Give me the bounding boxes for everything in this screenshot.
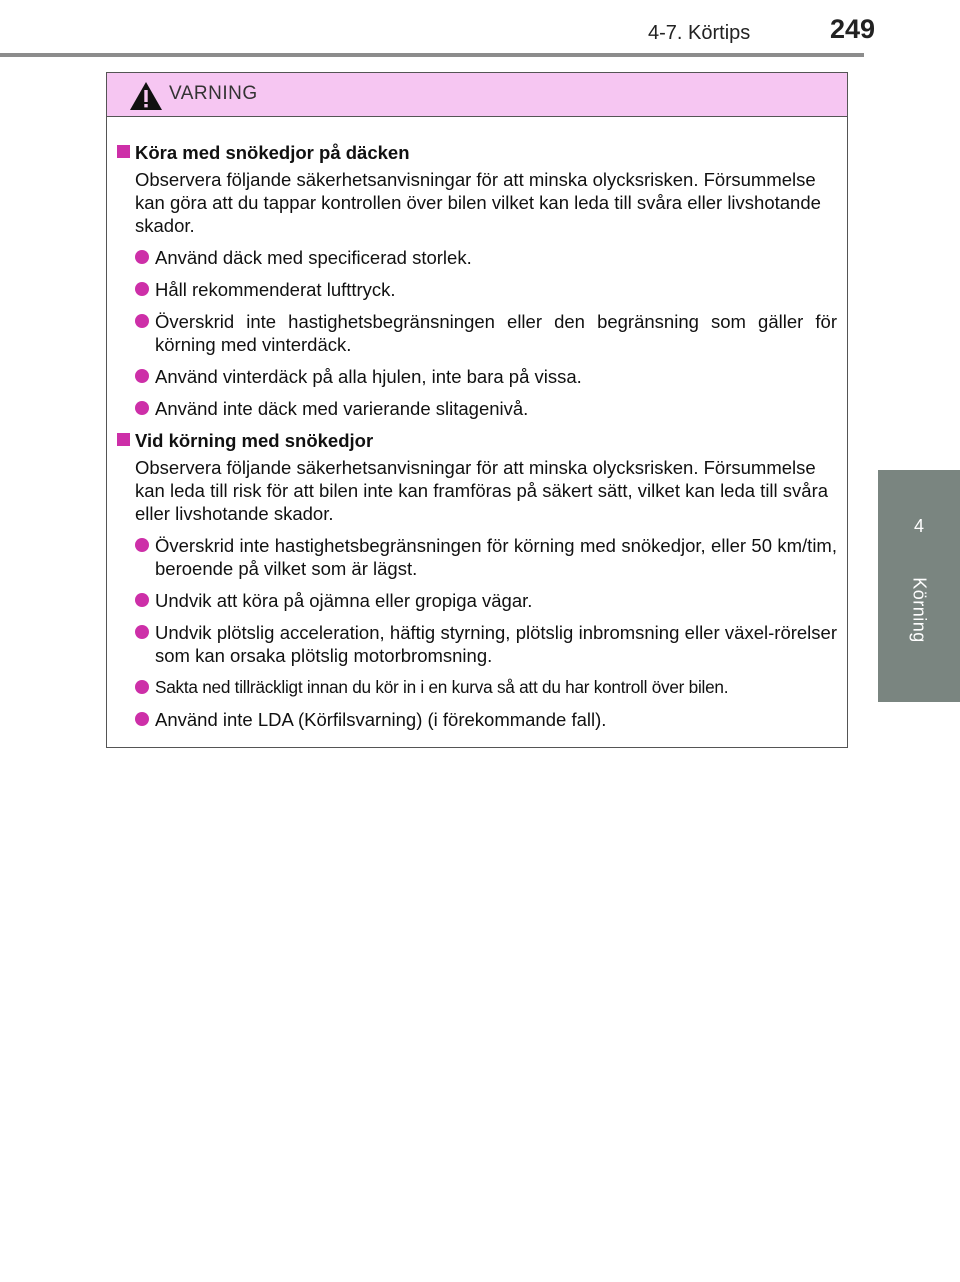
section-title: 4-7. Körtips [648, 22, 751, 44]
list-item-text: Använd inte LDA (Körfilsvarning) (i förekommande fall). [155, 709, 607, 730]
list-item-text: Undvik att köra på ojämna eller gropiga vägar. [155, 590, 533, 611]
warning-triangle-icon [129, 81, 163, 111]
circle-bullet-icon [135, 712, 149, 726]
section-snow-chains-on-tires [117, 141, 837, 420]
list-item [135, 589, 837, 612]
section-heading-text: Vid körning med snökedjor [135, 430, 374, 451]
warning-body [107, 117, 847, 731]
page-number: 249 [830, 14, 876, 44]
list-item [135, 676, 837, 699]
list-item-text: Håll rekommenderat lufttryck. [155, 279, 396, 300]
section-description: Observera följande säkerhetsanvisningar för att minska olycksrisken. Försummelse kan leda till risk för att bilen inte kan framföras på säkert sätt, vilket kan leda till svåra eller livshotande skador. [135, 457, 829, 524]
list-item [135, 621, 837, 667]
section-driving-with-snow-chains [117, 429, 837, 731]
circle-bullet-icon [135, 593, 149, 607]
list-item [135, 278, 837, 301]
list-item-text: Använd inte däck med varierande slitagenivå. [155, 398, 529, 419]
header-divider [0, 53, 864, 57]
square-bullet-icon [117, 145, 130, 158]
list-item-text: Sakta ned tillräckligt innan du kör in i en kurva så att du har kontroll över bilen. [155, 677, 729, 697]
list-item-text: Överskrid inte hastighetsbegränsningen för körning med snökedjor, eller 50 km/tim, beroende på vilket som är lägst. [155, 535, 837, 579]
warning-box [106, 72, 848, 748]
list-item [135, 365, 837, 388]
chapter-number: 4 [913, 516, 924, 536]
warning-header [107, 73, 847, 117]
circle-bullet-icon [135, 538, 149, 552]
section-heading [117, 141, 837, 164]
circle-bullet-icon [135, 680, 149, 694]
circle-bullet-icon [135, 314, 149, 328]
chapter-label: Körning [909, 577, 930, 643]
square-bullet-icon [117, 433, 130, 446]
chapter-tab [878, 470, 960, 702]
circle-bullet-icon [135, 282, 149, 296]
circle-bullet-icon [135, 250, 149, 264]
section-heading [117, 429, 837, 452]
list-item-text: Undvik plötslig acceleration, häftig styrning, plötslig inbromsning eller växel-rörelser som kan orsaka plötslig motorbromsning. [155, 622, 837, 666]
circle-bullet-icon [135, 401, 149, 415]
section-heading-text: Köra med snökedjor på däcken [135, 142, 410, 163]
section-description: Observera följande säkerhetsanvisningar för att minska olycksrisken. Försummelse kan göra att du tappar kontrollen över bilen vilket kan leda till svåra eller livshotande skador. [135, 169, 821, 236]
list-item [135, 310, 837, 356]
list-item [135, 534, 837, 580]
list-item-text: Använd vinterdäck på alla hjulen, inte bara på vissa. [155, 366, 582, 387]
list-item [135, 708, 837, 731]
list-item [135, 397, 837, 420]
circle-bullet-icon [135, 369, 149, 383]
warning-title: VARNING [169, 83, 258, 104]
circle-bullet-icon [135, 625, 149, 639]
list-item-text: Använd däck med specificerad storlek. [155, 247, 472, 268]
list-item [135, 246, 837, 269]
list-item-text: Överskrid inte hastighetsbegränsningen eller den begränsning som gäller för körning med vinterdäck. [155, 311, 837, 355]
